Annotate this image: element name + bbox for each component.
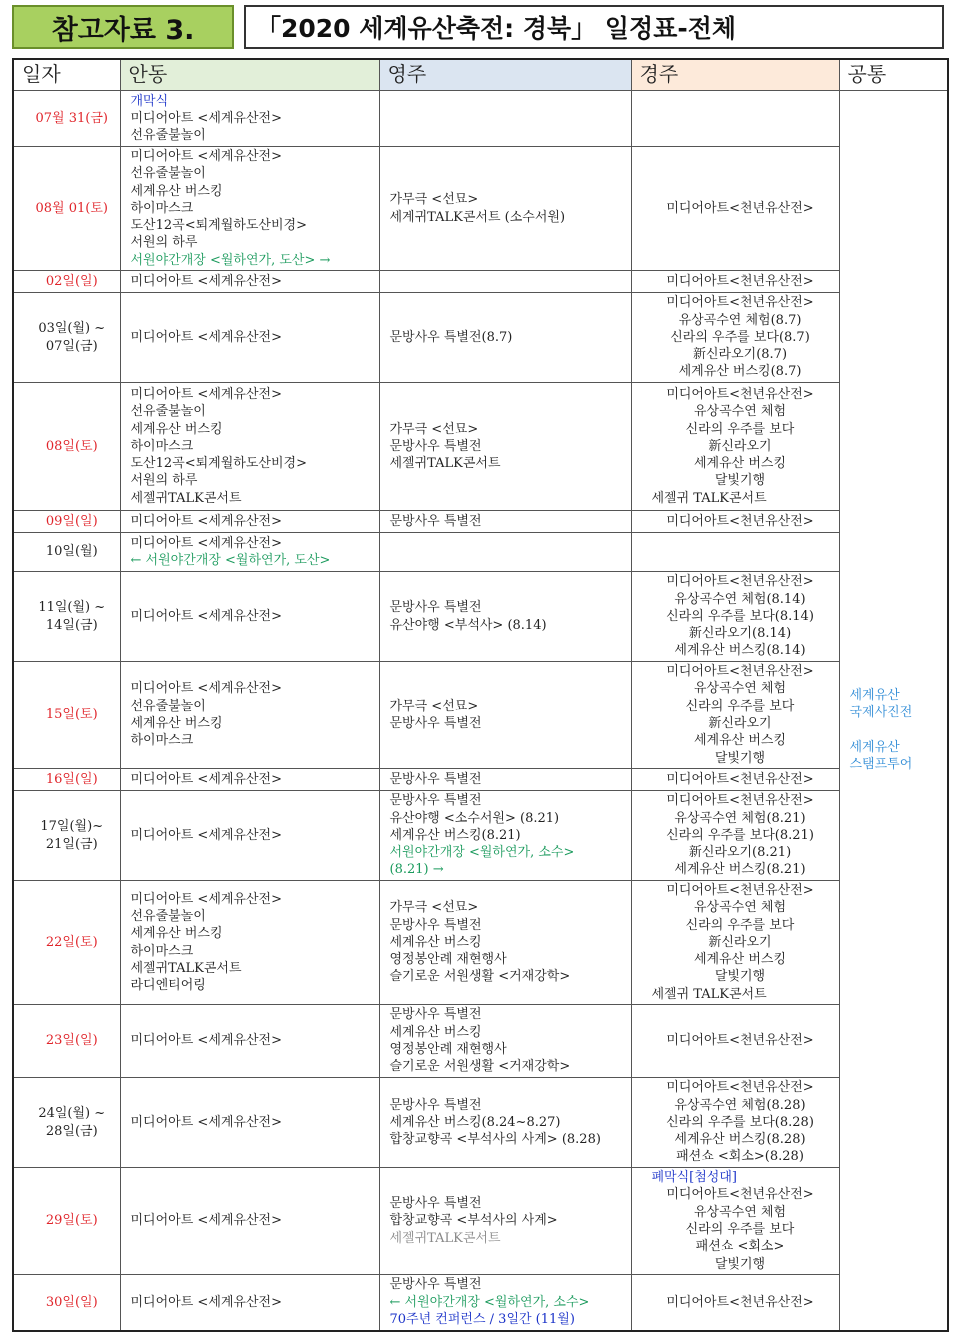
event-item: 문방사우 특별전(8.7) bbox=[389, 329, 513, 345]
date-cell bbox=[13, 91, 120, 147]
date-text: 07월 31(금) bbox=[35, 110, 108, 126]
table-row bbox=[13, 662, 948, 769]
date-text: 15일(토) bbox=[45, 707, 98, 723]
event-item: 선유줄불놀이 bbox=[130, 404, 206, 420]
event-item: 미디어아트 <세계유산전> bbox=[130, 386, 282, 402]
gyeongju-cell bbox=[631, 293, 839, 383]
event-item: 미디어아트<천년유산전> bbox=[666, 771, 814, 787]
event-item: 달빛기행 bbox=[714, 750, 766, 766]
date-text: 14일(금) bbox=[45, 617, 98, 633]
event-item: ← 서원야간개장 <월하연가, 소수> bbox=[389, 1294, 590, 1310]
event-item: 세젤귀 TALK콘서트 bbox=[651, 986, 767, 1002]
event-item: 미디어아트 <세계유산전> bbox=[130, 1213, 282, 1229]
event-item: 新신라오기 bbox=[708, 438, 772, 454]
event-item: 세계유산 버스킹(8.7) bbox=[678, 364, 802, 380]
event-item: 선유줄불놀이 bbox=[130, 908, 206, 924]
date-cell bbox=[13, 881, 120, 1005]
event-item: 세젤귀TALK콘서트 bbox=[130, 960, 242, 976]
column-header-date: 일자 bbox=[13, 59, 120, 91]
gyeongju-cell bbox=[631, 271, 839, 293]
event-item: 미디어아트<천년유산전> bbox=[666, 513, 814, 529]
event-item: 미디어아트<천년유산전> bbox=[666, 574, 814, 590]
event-item: 문방사우 특별전 bbox=[389, 513, 482, 529]
yeongju-cell bbox=[379, 383, 631, 511]
event-item: 도산12곡<퇴계월하도산비경> bbox=[130, 456, 307, 472]
table-row bbox=[13, 383, 948, 511]
event-item: 영정봉안례 재현행사 bbox=[389, 1042, 507, 1057]
date-cell bbox=[13, 533, 120, 572]
event-item: 신라의 우주를 보다 bbox=[685, 421, 795, 437]
event-item: 미디어아트<천년유산전> bbox=[666, 386, 814, 402]
andong-cell bbox=[120, 91, 379, 147]
date-text: 02일(일) bbox=[45, 273, 98, 289]
date-cell bbox=[13, 1275, 120, 1331]
event-item: 미디어아트 <세계유산전> bbox=[130, 329, 282, 345]
event-item: 신라의 우주를 보다 bbox=[685, 1222, 795, 1237]
table-row bbox=[13, 1168, 948, 1275]
event-item: 유상곡수연 체험 bbox=[693, 681, 787, 697]
event-item: 문방사우 특별전 bbox=[389, 1007, 482, 1023]
event-item: 세계유산 버스킹(8.21) bbox=[674, 862, 806, 878]
event-item: 문방사우 특별전 bbox=[389, 1097, 482, 1113]
date-text: 09일(일) bbox=[45, 513, 98, 529]
date-text: 07일(금) bbox=[45, 338, 98, 354]
event-item: 서원의 하루 bbox=[130, 473, 198, 489]
event-item: 세젤귀TALK콘서트 bbox=[389, 456, 501, 472]
event-item: 서원야간개장 <월하연가, 소수> bbox=[389, 845, 575, 861]
gyeongju-cell bbox=[631, 91, 839, 147]
andong-cell bbox=[120, 1078, 379, 1168]
event-item: 세계귀TALK콘서트 (소수서원) bbox=[389, 209, 566, 225]
event-item: 미디어아트<천년유산전> bbox=[666, 1080, 814, 1096]
column-header-yeongju: 영주 bbox=[379, 59, 631, 91]
yeongju-cell bbox=[379, 662, 631, 769]
yeongju-cell bbox=[379, 511, 631, 533]
event-item: 유상곡수연 체험 bbox=[693, 404, 787, 420]
document-tag: 참고자료 3. bbox=[12, 5, 234, 49]
event-item: 하이마스크 bbox=[130, 438, 194, 454]
common-cell bbox=[839, 91, 948, 1331]
event-item: 세계유산 버스킹 bbox=[389, 934, 482, 950]
andong-cell bbox=[120, 511, 379, 533]
date-cell bbox=[13, 1168, 120, 1275]
event-item: 가무극 <선묘> bbox=[389, 192, 479, 208]
yeongju-cell bbox=[379, 791, 631, 881]
event-item: 문방사우 특별전 bbox=[389, 1196, 482, 1212]
andong-cell bbox=[120, 383, 379, 511]
gyeongju-cell bbox=[631, 572, 839, 662]
yeongju-cell bbox=[379, 1275, 631, 1331]
event-item: 도산12곡<퇴계월하도산비경> bbox=[130, 218, 307, 234]
event-item: 미디어아트 <세계유산전> bbox=[130, 891, 282, 907]
event-item: 미디어아트 <세계유산전> bbox=[130, 110, 282, 126]
table-row bbox=[13, 881, 948, 1005]
yeongju-cell bbox=[379, 1168, 631, 1275]
event-item: 미디어아트 <세계유산전> bbox=[130, 1114, 282, 1130]
andong-cell bbox=[120, 271, 379, 293]
schedule-table bbox=[12, 58, 949, 1332]
event-item: 세계유산 버스킹 bbox=[693, 733, 787, 749]
event-item: 문방사우 특별전 bbox=[389, 438, 482, 454]
event-item: 신라의 우주를 보다(8.7) bbox=[670, 329, 810, 345]
andong-cell bbox=[120, 147, 379, 271]
andong-cell bbox=[120, 1005, 379, 1078]
gyeongju-cell bbox=[631, 1275, 839, 1331]
event-item: 新신라오기 bbox=[708, 934, 772, 950]
table-row bbox=[13, 91, 948, 147]
date-text: 24일(월) ~ bbox=[38, 1106, 106, 1122]
event-item: 유상곡수연 체험(8.28) bbox=[674, 1097, 806, 1113]
common-event: 국제사진전 bbox=[849, 705, 913, 721]
event-item: 서원의 하루 bbox=[130, 235, 198, 251]
andong-cell bbox=[120, 293, 379, 383]
gyeongju-cell bbox=[631, 1078, 839, 1168]
event-item: 미디어아트 <세계유산전> bbox=[130, 1033, 282, 1049]
common-event: 스탬프투어 bbox=[849, 757, 913, 773]
event-item: 선유줄불놀이 bbox=[130, 128, 206, 144]
event-item: 신라의 우주를 보다(8.28) bbox=[666, 1114, 814, 1130]
event-item: 가무극 <선묘> bbox=[389, 698, 479, 714]
event-item: 세계유산 버스킹(8.28) bbox=[674, 1132, 806, 1148]
date-cell bbox=[13, 383, 120, 511]
spacer bbox=[850, 722, 948, 739]
event-item: 신라의 우주를 보다 bbox=[685, 917, 795, 933]
event-item: 70주년 컨퍼런스 / 3일간 (11월) bbox=[389, 1311, 575, 1327]
yeongju-cell bbox=[379, 572, 631, 662]
event-item: 달빛기행 bbox=[714, 1256, 766, 1272]
event-item: 슬기로운 서원생활 <거재강학> bbox=[389, 969, 571, 985]
date-cell bbox=[13, 147, 120, 271]
event-item: 세계유산 버스킹 bbox=[130, 421, 223, 437]
event-item: 개막식 bbox=[130, 93, 169, 109]
event-item: 달빛기행 bbox=[714, 969, 766, 985]
header-row bbox=[13, 59, 948, 91]
gyeongju-cell bbox=[631, 1168, 839, 1275]
event-item: 미디어아트<천년유산전> bbox=[666, 1187, 814, 1203]
date-text: 10일(월) bbox=[45, 544, 98, 560]
table-row bbox=[13, 1005, 948, 1078]
event-item: 미디어아트<천년유산전> bbox=[666, 295, 814, 311]
event-item: 미디어아트 <세계유산전> bbox=[130, 273, 282, 289]
event-item: 선유줄불놀이 bbox=[130, 166, 206, 182]
event-item: 미디어아트<천년유산전> bbox=[666, 200, 814, 216]
table-row bbox=[13, 1275, 948, 1331]
gyeongju-cell bbox=[631, 1005, 839, 1078]
event-item: 유상곡수연 체험(8.7) bbox=[678, 312, 802, 328]
yeongju-cell bbox=[379, 1078, 631, 1168]
gyeongju-cell bbox=[631, 881, 839, 1005]
event-item: 선유줄불놀이 bbox=[130, 698, 206, 714]
event-item: 세계유산 버스킹 bbox=[130, 926, 223, 942]
andong-cell bbox=[120, 1275, 379, 1331]
event-item: 세계유산 버스킹(8.14) bbox=[674, 643, 806, 659]
andong-cell bbox=[120, 769, 379, 791]
event-item: 폐막식[첨성대] bbox=[651, 1170, 737, 1186]
event-item: 유산야행 <소수서원> (8.21) bbox=[389, 810, 560, 826]
date-text: 23일(일) bbox=[45, 1033, 98, 1049]
event-item: (8.21) → bbox=[389, 862, 444, 878]
event-item: 미디어아트 <세계유산전> bbox=[130, 681, 282, 697]
event-item: 문방사우 특별전 bbox=[389, 917, 482, 933]
event-item: 가무극 <선묘> bbox=[389, 900, 479, 916]
date-cell bbox=[13, 572, 120, 662]
gyeongju-cell bbox=[631, 662, 839, 769]
event-item: 가무극 <선묘> bbox=[389, 421, 479, 437]
date-text: 11일(월) ~ bbox=[38, 600, 106, 616]
yeongju-cell bbox=[379, 1005, 631, 1078]
yeongju-cell bbox=[379, 881, 631, 1005]
date-text: 17일(월)~ bbox=[40, 819, 104, 835]
yeongju-cell bbox=[379, 271, 631, 293]
date-cell bbox=[13, 1078, 120, 1168]
common-event: 세계유산 bbox=[849, 688, 900, 704]
table-row bbox=[13, 293, 948, 383]
event-item: 서원야간개장 <월하연가, 도산> → bbox=[130, 252, 331, 268]
event-item: 신라의 우주를 보다(8.14) bbox=[666, 608, 814, 624]
date-text: 21일(금) bbox=[45, 836, 98, 852]
date-cell bbox=[13, 662, 120, 769]
event-item: 문방사우 특별전 bbox=[389, 716, 482, 731]
event-item: 미디어아트 <세계유산전> bbox=[130, 513, 282, 529]
date-text: 29일(토) bbox=[45, 1213, 98, 1229]
event-item: 유산야행 <부석사> (8.14) bbox=[389, 617, 547, 633]
column-header-andong: 안동 bbox=[120, 59, 379, 91]
column-header-common: 공통 bbox=[839, 59, 948, 91]
date-text: 08월 01(토) bbox=[35, 200, 108, 216]
table-row bbox=[13, 147, 948, 271]
event-item: 미디어아트<천년유산전> bbox=[666, 793, 814, 809]
event-item: 미디어아트<천년유산전> bbox=[666, 273, 814, 289]
date-cell bbox=[13, 1005, 120, 1078]
event-item: 미디어아트 <세계유산전> bbox=[130, 827, 282, 843]
yeongju-cell bbox=[379, 91, 631, 147]
event-item: ← 서원야간개장 <월하연가, 도산> bbox=[130, 553, 331, 568]
yeongju-cell bbox=[379, 769, 631, 791]
event-item: 新신라오기(8.21) bbox=[688, 845, 792, 861]
event-item: 세젤귀 TALK콘서트 bbox=[651, 490, 767, 506]
date-text: 16일(일) bbox=[45, 771, 98, 787]
andong-cell bbox=[120, 662, 379, 769]
event-item: 新신라오기(8.14) bbox=[688, 626, 792, 642]
event-item: 세계유산 버스킹(8.21) bbox=[389, 827, 521, 843]
table-row bbox=[13, 533, 948, 572]
event-item: 유상곡수연 체험 bbox=[693, 1204, 787, 1220]
table-row bbox=[13, 1078, 948, 1168]
event-item: 세계유산 버스킹 bbox=[130, 716, 223, 731]
date-text: 22일(토) bbox=[45, 934, 98, 950]
andong-cell bbox=[120, 533, 379, 572]
event-item: 패션쇼 <회소> bbox=[695, 1239, 785, 1255]
table-row bbox=[13, 791, 948, 881]
event-item: 미디어아트<천년유산전> bbox=[666, 1033, 814, 1049]
gyeongju-cell bbox=[631, 383, 839, 511]
event-item: 신라의 우주를 보다 bbox=[685, 698, 795, 714]
date-cell bbox=[13, 769, 120, 791]
event-item: 유상곡수연 체험(8.14) bbox=[674, 591, 806, 607]
event-item: 新신라오기(8.7) bbox=[692, 347, 788, 363]
event-item: 미디어아트<천년유산전> bbox=[666, 882, 814, 898]
event-item: 하이마스크 bbox=[130, 943, 194, 959]
event-item: 하이마스크 bbox=[130, 733, 194, 749]
common-event: 세계유산 bbox=[849, 739, 900, 755]
event-item: 세젤귀TALK콘서트 bbox=[130, 490, 242, 506]
date-cell bbox=[13, 791, 120, 881]
gyeongju-cell bbox=[631, 147, 839, 271]
event-item: 미디어아트 <세계유산전> bbox=[130, 535, 282, 551]
event-item: 미디어아트<천년유산전> bbox=[666, 1294, 814, 1310]
event-item: 합창교향곡 <부석사의 사계> bbox=[389, 1213, 558, 1229]
yeongju-cell bbox=[379, 147, 631, 271]
column-header-gyeongju: 경주 bbox=[631, 59, 839, 91]
date-text: 30일(일) bbox=[45, 1294, 98, 1310]
event-item: 세계유산 버스킹 bbox=[389, 1024, 482, 1040]
event-item: 세계유산 버스킹(8.24~8.27) bbox=[389, 1114, 561, 1130]
table-row bbox=[13, 769, 948, 791]
event-item: 합창교향곡 <부석사의 사계> (8.28) bbox=[389, 1132, 601, 1148]
gyeongju-cell bbox=[631, 769, 839, 791]
event-item: 달빛기행 bbox=[714, 473, 766, 489]
yeongju-cell bbox=[379, 533, 631, 572]
event-item: 하이마스크 bbox=[130, 200, 194, 216]
event-item: 新신라오기 bbox=[708, 716, 772, 731]
andong-cell bbox=[120, 881, 379, 1005]
event-item: 신라의 우주를 보다(8.21) bbox=[666, 827, 814, 843]
event-item: 문방사우 특별전 bbox=[389, 793, 482, 809]
date-text: 03일(월) ~ bbox=[38, 321, 106, 337]
date-text: 28일(금) bbox=[45, 1123, 98, 1139]
event-item: 문방사우 특별전 bbox=[389, 600, 482, 616]
table-row bbox=[13, 572, 948, 662]
event-item: 세계유산 버스킹 bbox=[130, 183, 223, 199]
andong-cell bbox=[120, 572, 379, 662]
event-item: 세계유산 버스킹 bbox=[693, 456, 787, 472]
event-item: 미디어아트 <세계유산전> bbox=[130, 1294, 282, 1310]
event-item: 세젤귀TALK콘서트 bbox=[389, 1230, 501, 1246]
document-title: 「2020 세계유산축전: 경북」 일정표-전체 bbox=[244, 5, 944, 49]
date-cell bbox=[13, 271, 120, 293]
event-item: 미디어아트<천년유산전> bbox=[666, 664, 814, 680]
gyeongju-cell bbox=[631, 791, 839, 881]
event-item: 미디어아트 <세계유산전> bbox=[130, 148, 282, 164]
event-item: 문방사우 특별전 bbox=[389, 1277, 482, 1293]
event-item: 영정봉안례 재현행사 bbox=[389, 952, 507, 968]
andong-cell bbox=[120, 791, 379, 881]
date-text: 08일(토) bbox=[45, 438, 98, 454]
yeongju-cell bbox=[379, 293, 631, 383]
event-item: 유상곡수연 체험 bbox=[693, 900, 787, 916]
gyeongju-cell bbox=[631, 511, 839, 533]
event-item: 문방사우 특별전 bbox=[389, 771, 482, 787]
event-item: 패션쇼 <회소>(8.28) bbox=[676, 1149, 804, 1165]
event-item: 세계유산 버스킹 bbox=[693, 952, 787, 968]
event-item: 라디엔티어링 bbox=[130, 978, 206, 994]
event-item: 미디어아트 <세계유산전> bbox=[130, 608, 282, 624]
event-item: 슬기로운 서원생활 <거재강학> bbox=[389, 1059, 571, 1075]
table-row bbox=[13, 511, 948, 533]
gyeongju-cell bbox=[631, 533, 839, 572]
event-item: 유상곡수연 체험(8.21) bbox=[674, 810, 806, 826]
table-row bbox=[13, 271, 948, 293]
event-item: 미디어아트 <세계유산전> bbox=[130, 771, 282, 787]
andong-cell bbox=[120, 1168, 379, 1275]
date-cell bbox=[13, 511, 120, 533]
date-cell bbox=[13, 293, 120, 383]
